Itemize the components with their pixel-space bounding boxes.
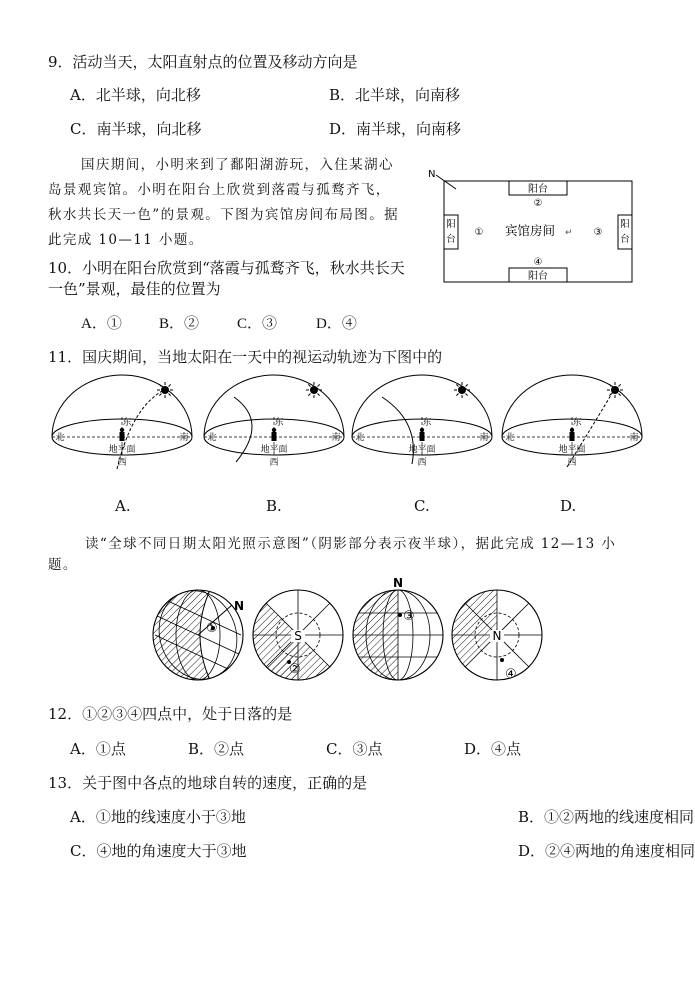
globe-1	[147, 580, 249, 691]
q12-option-c[interactable]: C．③点	[326, 740, 383, 758]
intro1-line-1: 国庆期间，小明来到了鄱阳湖游玩，入住某湖心	[81, 157, 394, 173]
sun-ray	[466, 384, 468, 386]
sun-path-domes	[0, 375, 695, 485]
north-label: 北	[355, 433, 365, 443]
east-label: 东	[122, 418, 132, 428]
sun-ray	[466, 394, 468, 396]
mark-2: ②	[533, 198, 543, 209]
cursor-mark: ↵	[565, 228, 573, 238]
intro1-line-3: 秋水共长天一色”的景观。下图为宾馆房间布局图。据	[48, 207, 400, 223]
east-label: 东	[572, 418, 582, 428]
intro2-line-2: 题。	[48, 557, 78, 573]
sun-ray	[169, 384, 171, 386]
sun-ray	[308, 384, 310, 386]
q13-option-c[interactable]: C．④地的角速度大于③地	[70, 842, 247, 860]
sun-icon	[611, 386, 619, 394]
q11-option-a[interactable]: A.	[115, 497, 131, 515]
balcony-left-char-1: 阳	[446, 219, 456, 230]
balcony-right-char-2: 台	[620, 234, 630, 245]
balcony-bottom-label: 阳台	[528, 271, 548, 282]
room-label: 宾馆房间	[504, 223, 556, 238]
globe-2	[253, 590, 343, 680]
balcony-right-char-1: 阳	[620, 219, 630, 230]
q12-option-d[interactable]: D．④点	[464, 740, 522, 758]
q11-option-c[interactable]: C.	[414, 497, 430, 515]
q12-option-b[interactable]: B．②点	[188, 740, 245, 758]
globe-1-mark: ①	[206, 621, 218, 636]
horizon-label: 地平面	[260, 445, 288, 455]
west-label: 西	[417, 458, 427, 468]
intro2-line-1: 读“全球不同日期太阳光照示意图”（阴影部分表示夜半球），据此完成 12—13 小	[85, 536, 617, 552]
q13-option-b[interactable]: B．①②两地的线速度相同	[518, 808, 695, 826]
north-arrow-line	[436, 175, 456, 189]
sun-ray	[619, 384, 621, 386]
sun-ray	[318, 394, 320, 396]
globe-1-north: N	[234, 599, 245, 613]
q13-option-a[interactable]: A．①地的线速度小于③地	[70, 808, 246, 826]
globe-3	[353, 576, 443, 680]
intro1-line-4: 此完成 10—11 小题。	[48, 232, 204, 248]
horizon-label: 地平面	[108, 445, 136, 455]
west-label: 西	[269, 458, 279, 468]
south-label: 南	[331, 433, 341, 443]
south-label: 南	[629, 433, 639, 443]
q10-option-a[interactable]: A．①	[81, 316, 122, 332]
mark-1: ①	[474, 227, 484, 238]
q9-stem: 9．活动当天，太阳直射点的位置及移动方向是	[48, 53, 358, 71]
sun-ray	[318, 384, 320, 386]
sun-ray	[619, 394, 621, 396]
horizon-label: 地平面	[558, 445, 586, 455]
dome-d	[502, 375, 642, 468]
mark-3: ③	[593, 227, 603, 238]
person-head-icon	[420, 428, 424, 432]
globe-2-south: S	[294, 629, 302, 643]
west-label: 西	[567, 458, 577, 468]
dome-b	[204, 375, 344, 468]
south-label: 南	[479, 433, 489, 443]
q10-stem-line-2: 一色”景观，最佳的位置为	[48, 280, 221, 298]
mark-4: ④	[533, 257, 543, 268]
room-layout-diagram	[422, 165, 637, 290]
person-body-icon	[420, 432, 425, 441]
q10-option-d[interactable]: D．④	[316, 316, 357, 332]
north-label: N	[428, 169, 436, 180]
globe-4	[452, 590, 542, 682]
north-label: 北	[505, 433, 515, 443]
q11-option-d[interactable]: D.	[560, 497, 577, 515]
q12-option-a[interactable]: A．①点	[70, 740, 126, 758]
balcony-top-label: 阳台	[528, 184, 548, 195]
sun-ray	[169, 394, 171, 396]
globe-4-north: N	[492, 629, 502, 643]
person-head-icon	[272, 428, 276, 432]
sun-icon	[310, 386, 318, 394]
person-body-icon	[570, 432, 575, 441]
sun-ray	[308, 394, 310, 396]
q9-option-b[interactable]: B．北半球，向南移	[329, 86, 461, 104]
q13-option-d[interactable]: D．②④两地的角速度相同	[518, 842, 695, 860]
q9-option-d[interactable]: D．南半球，向南移	[329, 120, 462, 138]
west-label: 西	[117, 458, 127, 468]
illumination-globes	[150, 576, 550, 690]
sun-ray	[456, 384, 458, 386]
person-body-icon	[272, 432, 277, 441]
q11-option-b[interactable]: B.	[266, 497, 282, 515]
person-body-icon	[120, 432, 125, 441]
horizon-label: 地平面	[408, 445, 436, 455]
east-label: 东	[422, 418, 432, 428]
north-label: 北	[55, 433, 65, 443]
south-label: 南	[179, 433, 189, 443]
q10-option-b[interactable]: B．②	[159, 316, 200, 332]
east-label: 东	[274, 418, 284, 428]
sun-icon	[161, 386, 169, 394]
sun-icon	[458, 386, 466, 394]
q10-stem-line-1: 10．小明在阳台欣赏到“落霞与孤鹜齐飞，秋水共长天	[48, 259, 405, 277]
north-label: 北	[207, 433, 217, 443]
globe-2-mark: ②	[289, 662, 301, 677]
q11-stem: 11．国庆期间，当地太阳在一天中的视运动轨迹为下图中的	[48, 348, 443, 366]
dome-a	[52, 375, 192, 469]
sun-ray	[456, 394, 458, 396]
q13-stem: 13．关于图中各点的地球自转的速度，正确的是	[48, 774, 368, 792]
q9-option-c[interactable]: C．南半球，向北移	[70, 120, 202, 138]
person-head-icon	[120, 428, 124, 432]
globe-3-mark: ③	[403, 609, 415, 624]
q12-stem: 12．①②③④四点中，处于日落的是	[48, 705, 293, 723]
q10-option-c[interactable]: C．③	[237, 316, 278, 332]
balcony-left-char-2: 台	[446, 234, 456, 245]
globe-4-mark: ④	[505, 667, 517, 682]
globe-3-north: N	[392, 576, 404, 590]
person-head-icon	[570, 428, 574, 432]
intro1-line-2: 岛景观宾馆。小明在阳台上欣赏到落霞与孤鹜齐飞，	[48, 182, 391, 198]
dome-c	[352, 375, 492, 468]
sun-ray	[159, 394, 161, 396]
sun-ray	[609, 394, 611, 396]
q9-option-a[interactable]: A．北半球，向北移	[70, 86, 201, 104]
